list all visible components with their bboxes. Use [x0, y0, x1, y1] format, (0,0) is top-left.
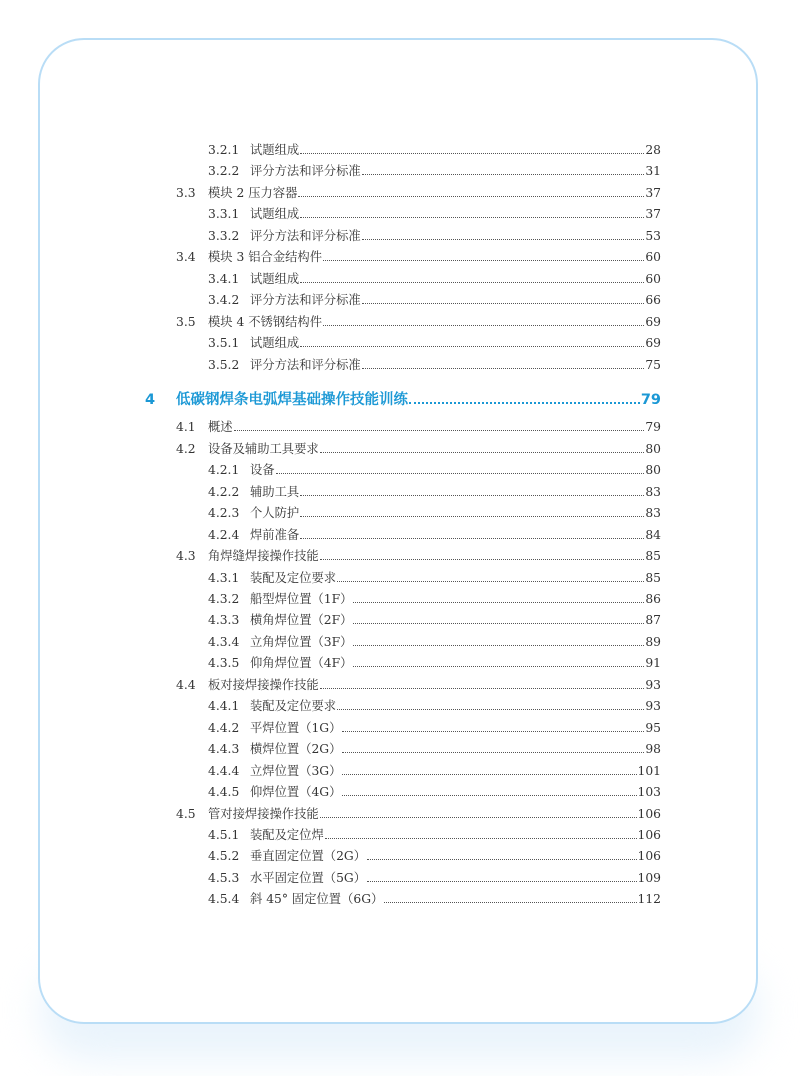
entry-number: 4.4.3: [208, 742, 240, 757]
entry-page-number: 69: [645, 314, 661, 329]
toc-entry[interactable]: [208, 479, 661, 500]
toc-entry[interactable]: [208, 843, 661, 864]
dot-leader: [362, 239, 645, 240]
entry-page-number: 93: [645, 699, 661, 714]
toc-entry[interactable]: [176, 244, 661, 265]
dot-leader: [353, 666, 644, 667]
toc-entry[interactable]: [176, 672, 661, 693]
entry-number: 3.2.2: [208, 164, 240, 179]
toc-chapter[interactable]: [145, 387, 661, 408]
entry-number: 4.4.2: [208, 720, 240, 735]
entry-number: 4.3.3: [208, 613, 240, 628]
entry-title: 评分方法和评分标准: [250, 357, 361, 372]
entry-page-number: 80: [645, 463, 661, 478]
toc-entry[interactable]: [176, 801, 661, 822]
entry-number: 3.5: [176, 314, 196, 329]
entry-page-number: 103: [637, 785, 661, 800]
dot-leader: [320, 559, 645, 560]
entry-page-number: 79: [645, 420, 661, 435]
entry-title: 低碳钢焊条电弧焊基础操作技能训练: [176, 391, 408, 408]
entry-title: 水平固定位置（5G）: [250, 870, 367, 885]
entry-number: 4.4.4: [208, 763, 240, 778]
entry-page-number: 69: [645, 336, 661, 351]
toc-entry[interactable]: [208, 352, 661, 373]
entry-title: 斜 45° 固定位置（6G）: [250, 892, 384, 907]
entry-number: 4.3.1: [208, 570, 240, 585]
entry-number: 4.3.2: [208, 592, 240, 606]
dot-leader: [362, 368, 645, 369]
toc-entry[interactable]: [208, 758, 661, 779]
entry-title: 设备: [250, 463, 275, 478]
entry-title: 概述: [208, 420, 233, 435]
toc-entry[interactable]: [208, 457, 661, 478]
entry-page-number: 60: [645, 250, 661, 265]
entry-page-number: 31: [645, 164, 661, 179]
toc-entry[interactable]: [208, 586, 661, 607]
entry-title: 立角焊位置（3F）: [250, 634, 353, 649]
entry-title: 评分方法和评分标准: [250, 228, 361, 243]
toc-entry[interactable]: [208, 886, 661, 907]
dot-leader: [342, 774, 636, 775]
toc-entry[interactable]: [176, 309, 661, 330]
dot-leader: [300, 282, 644, 283]
entry-page-number: 106: [637, 806, 661, 821]
entry-title: 立焊位置（3G）: [250, 763, 342, 778]
dot-leader: [300, 346, 644, 347]
entry-number: 4: [145, 391, 156, 408]
toc-entry[interactable]: [208, 650, 661, 671]
entry-title: 试题组成: [250, 336, 300, 351]
entry-page-number: 95: [645, 720, 661, 735]
entry-number: 4.5.1: [208, 827, 240, 842]
entry-page-number: 89: [645, 634, 661, 649]
entry-page-number: 85: [645, 549, 661, 564]
entry-number: 4.5.2: [208, 849, 240, 864]
dot-leader: [353, 645, 644, 646]
entry-title: 模块 3 铝合金结构件: [208, 250, 323, 265]
entry-number: 3.4: [176, 250, 196, 265]
toc-entry[interactable]: [176, 414, 661, 435]
dot-leader: [300, 495, 644, 496]
entry-title: 评分方法和评分标准: [250, 164, 361, 179]
entry-page-number: 84: [645, 527, 661, 542]
dot-leader: [367, 881, 636, 882]
entry-number: 4.4.5: [208, 785, 240, 800]
toc-entry[interactable]: [208, 522, 661, 543]
entry-title: 仰角焊位置（4F）: [250, 656, 353, 671]
toc-entry[interactable]: [208, 330, 661, 351]
entry-title: 装配及定位焊: [250, 827, 324, 842]
entry-page-number: 83: [645, 506, 661, 521]
entry-title: 模块 2 压力容器: [208, 185, 298, 200]
toc-entry[interactable]: [176, 180, 661, 201]
toc-entry[interactable]: [208, 736, 661, 757]
toc-entry[interactable]: [208, 629, 661, 650]
entry-number: 3.2.1: [208, 143, 240, 157]
dot-leader: [325, 838, 637, 839]
dot-leader: [300, 538, 644, 539]
entry-page-number: 28: [645, 143, 661, 157]
entry-number: 4.2.4: [208, 527, 240, 542]
dot-leader: [367, 859, 636, 860]
entry-page-number: 83: [645, 484, 661, 499]
dot-leader: [337, 709, 644, 710]
toc-entry[interactable]: [208, 565, 661, 586]
entry-page-number: 85: [645, 570, 661, 585]
entry-page-number: 37: [645, 207, 661, 222]
entry-title: 试题组成: [250, 271, 300, 286]
toc-entry[interactable]: [208, 137, 661, 158]
dot-leader: [342, 795, 636, 796]
dot-leader: [234, 430, 645, 431]
toc-entry[interactable]: [208, 779, 661, 800]
toc-entry[interactable]: [208, 865, 661, 886]
entry-title: 仰焊位置（4G）: [250, 785, 342, 800]
entry-title: 平焊位置（1G）: [250, 720, 342, 735]
dot-leader: [276, 473, 645, 474]
dot-leader: [337, 581, 644, 582]
entry-title: 试题组成: [250, 143, 300, 157]
entry-number: 4.4.1: [208, 699, 240, 714]
entry-title: 焊前准备: [250, 527, 300, 542]
entry-title: 横焊位置（2G）: [250, 742, 342, 757]
entry-number: 3.3.1: [208, 207, 240, 222]
toc-entry[interactable]: [208, 158, 661, 179]
entry-page-number: 106: [637, 849, 661, 864]
entry-number: 4.2.1: [208, 463, 240, 478]
entry-title: 模块 4 不锈钢结构件: [208, 314, 323, 329]
entry-title: 辅助工具: [250, 484, 300, 499]
entry-number: 4.5: [176, 806, 196, 821]
entry-page-number: 106: [637, 827, 661, 842]
dot-leader: [320, 452, 645, 453]
entry-page-number: 86: [645, 592, 661, 606]
entry-page-number: 87: [645, 613, 661, 628]
dot-leader: [300, 217, 644, 218]
entry-title: 评分方法和评分标准: [250, 293, 361, 308]
entry-number: 4.5.3: [208, 870, 240, 885]
entry-title: 角焊缝焊接操作技能: [208, 549, 319, 564]
entry-number: 4.2.3: [208, 506, 240, 521]
dot-leader: [409, 402, 640, 404]
entry-page-number: 112: [637, 892, 661, 907]
dot-leader: [323, 260, 644, 261]
toc-entry[interactable]: [208, 287, 661, 308]
toc-entry[interactable]: [208, 223, 661, 244]
dot-leader: [362, 303, 645, 304]
toc-entry[interactable]: [208, 693, 661, 714]
entry-title: 装配及定位要求: [250, 699, 337, 714]
dot-leader: [323, 325, 644, 326]
dot-leader: [320, 688, 645, 689]
dot-leader: [353, 602, 644, 603]
entry-number: 4.1: [176, 420, 196, 435]
entry-title: 装配及定位要求: [250, 570, 337, 585]
toc-entry[interactable]: [208, 822, 661, 843]
entry-title: 船型焊位置（1F）: [250, 592, 353, 606]
toc-entry[interactable]: [176, 543, 661, 564]
dot-leader: [342, 731, 644, 732]
entry-page-number: 80: [645, 441, 661, 456]
entry-page-number: 37: [645, 185, 661, 200]
dot-leader: [362, 174, 645, 175]
dot-leader: [300, 153, 644, 154]
entry-page-number: 53: [645, 228, 661, 243]
dot-leader: [353, 623, 644, 624]
entry-number: 4.3.5: [208, 656, 240, 671]
toc-entry[interactable]: [208, 201, 661, 222]
entry-title: 板对接焊接操作技能: [208, 677, 319, 692]
entry-page-number: 91: [645, 656, 661, 671]
entry-number: 4.5.4: [208, 892, 240, 907]
dot-leader: [298, 196, 644, 197]
dot-leader: [320, 817, 637, 818]
dot-leader: [384, 902, 636, 903]
dot-leader: [300, 516, 644, 517]
entry-page-number: 101: [637, 763, 661, 778]
entry-title: 试题组成: [250, 207, 300, 222]
entry-title: 垂直固定位置（2G）: [250, 849, 367, 864]
entry-page-number: 60: [645, 271, 661, 286]
toc-entry[interactable]: [208, 500, 661, 521]
entry-number: 3.5.2: [208, 357, 240, 372]
entry-title: 管对接焊接操作技能: [208, 806, 319, 821]
entry-number: 3.4.1: [208, 271, 240, 286]
entry-page-number: 93: [645, 677, 661, 692]
entry-page-number: 66: [645, 293, 661, 308]
entry-number: 3.3.2: [208, 228, 240, 243]
entry-number: 4.3: [176, 549, 196, 564]
toc-entry[interactable]: [208, 607, 661, 628]
entry-page-number: 75: [645, 357, 661, 372]
entry-number: 4.2: [176, 441, 196, 456]
entry-number: 3.5.1: [208, 336, 240, 351]
entry-number: 4.2.2: [208, 484, 240, 499]
toc-entry[interactable]: [208, 715, 661, 736]
entry-page-number: 98: [645, 742, 661, 757]
dot-leader: [342, 752, 644, 753]
toc-entry[interactable]: [176, 436, 661, 457]
entry-number: 3.3: [176, 185, 196, 200]
entry-number: 3.4.2: [208, 293, 240, 308]
entry-page-number: 109: [637, 870, 661, 885]
entry-title: 个人防护: [250, 506, 300, 521]
entry-number: 4.3.4: [208, 634, 240, 649]
entry-title: 横角焊位置（2F）: [250, 613, 353, 628]
entry-title: 设备及辅助工具要求: [208, 441, 319, 456]
toc-entry[interactable]: [208, 266, 661, 287]
entry-number: 4.4: [176, 677, 196, 692]
entry-page-number: 79: [640, 391, 661, 408]
